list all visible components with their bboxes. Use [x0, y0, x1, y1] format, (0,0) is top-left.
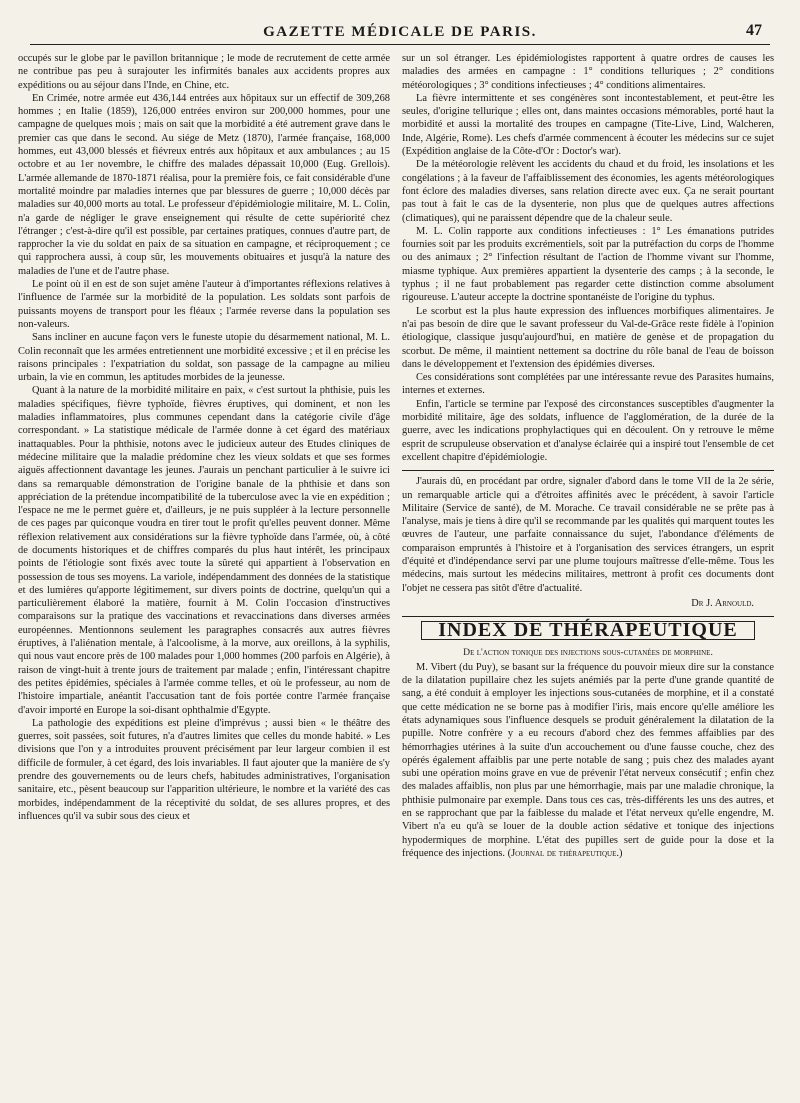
index-heading-box: [402, 621, 774, 640]
index-body: M. Vibert (du Puy), se basant sur la fréquence du pouvoir mieux dire sur la constance de la dilatation pupillaire chez les sujets anémiés par la perte d'une grande quantité de sang, a été conduit à employer les injections sous-cutanées de morphine, et il a constaté que cette médication ne se borne pas à modifier l'iris, mais encore qu'elle améliore les états adynamiques sous l'influence desquels se produit généralement la dilatation de la pupille. Notre confrère y a eu recours d'abord chez des femmes affaiblies par des hémorrhagies utérines à la suite d'un accouchement ou d'une fausse couche, chez des opérés également affaiblis par une perte notable de sang ; puis chez des malades ayant subi une opération moins grave en vue de prévenir l'état nerveux consécutif ; enfin chez des malades affaiblis, non plus par une hémorrhagie, mais par une maladie chronique, la phthisie pulmonaire par exemple. Dans tous ces cas, très-différents les uns des autres, et en se rapprochant que par la faiblesse du malade et l'état nerveux qu'elle engendre, M. Vibert n'a eu qu'à se louer de la double action sédative et tonique des injections hypodermiques de morphine. L'état des pupilles sert de guide pour la dose et la fréquence des injections.: [402, 661, 774, 859]
section-divider: [402, 470, 774, 471]
page-number: 47: [746, 22, 762, 39]
right-column: [402, 52, 774, 1092]
author-signature: Dr J. Arnould.: [691, 597, 754, 609]
index-subheading: De l'action tonique des injections sous-cutanées de morphine.: [463, 647, 713, 659]
paragraph: Le scorbut est la plus haute expression des influences morbifiques alimentaires. Je n'ai pas besoin de dire que le savant professeur du Val-de-Grâce reste fidèle à l'opinion étiologique, classique jusqu'aujourd'hui, en matière de genèse et de propagation du scorbut. De même, il maintient nettement sa doctrine du rôle banal de l'eau de boisson dans le développement et l'extension des épidémies diverses.: [402, 305, 774, 370]
paragraph: La fièvre intermittente et ses congénères sont incontestablement, et peut-être les seules, d'origine tellurique ; elles ont, dans maintes occasions mémorables, porté haut la morbidité et aussi la mortalité des troupes en campagne (Tite-Live, Lind, Walcheren, Inde, Algérie, Rome). Les chefs d'armée commencent à écouter les médecins sur ce sujet (Expédition anglaise de la Côte-d'Or : Doctor's war).: [402, 92, 774, 158]
paragraph: J'aurais dû, en procédant par ordre, signaler d'abord dans le tome VII de la 2e série, un remarquable article qui a d'étroites affinités avec le précédent, à savoir l'article Militaire (Service de santé), de M. Morache. Ce travail considérable ne se prête pas à l'analyse, mais je tiens à dire qu'il se recommande par les qualités qui marquent toutes les œuvres de l'auteur, une parfaite connaissance du sujet, l'abondance d'éléments de comparaison empruntés à l'histoire et à l'organisation des services étrangers, un esprit d'équité et d'indépendance servi par une plume toujours maîtresse d'elle-même. Tous les médecins, mais surtout les médecins militaires, mettront à profit ces documents dont l'objet ne cessera pas sitôt d'être d'actualité.: [402, 476, 774, 594]
paragraph: Ces considérations sont complétées par une intéressante revue des Parasites humains, internes et externes.: [402, 372, 774, 397]
index-source: (Journal de thérapeutique.): [507, 847, 623, 859]
page-header: [30, 22, 770, 45]
paragraph: De la météorologie relèvent les accidents du chaud et du froid, les insolations et les congélations ; à la faveur de l'affaiblissement des économies, les agents météorologiques font éclore des maladies diverses, sans relation directe avec eux. Ça ne serait pourtant pas tout à fait le cas de la dysenterie, non plus que de quelques autres affections (climatiques), qui ne paraissent dépendre que de la chaleur seule.: [402, 159, 774, 224]
paragraph: La pathologie des expéditions est pleine d'imprévus ; aussi bien « le théâtre des guerres, soit passées, soit futures, n'a d'autres limites que celles du monde habité. » Les divisions que l'on y a introduites prouvent précisément par leur largeur combien il est difficile de formuler, à cet égard, des lois invariables. Il faut ajouter que la manière de s'y prendre des gouvernements ou de leurs chefs, habitudes administratives, l'organisation sanitaire, etc., pèsent beaucoup sur l'apparition ultérieure, le nombre et la variété des cas morbides, indépendamment de la réceptivité du soldat, de ses allures propres, et des influences qu'il va subir sous des cieux et: [18, 717, 390, 822]
paragraph: Le point où il en est de son sujet amène l'auteur à d'importantes réflexions relatives à l'influence de l'armée sur la morbidité de la population. Les soldats sont parfois de puissants moyens de transport pour les fléaux ; l'armée reverse dans la population ses non-valeurs.: [18, 279, 390, 330]
paragraph: Enfin, l'article se termine par l'exposé des circonstances susceptibles d'augmenter la morbidité militaire, âge des soldats, influence de l'agglomération, de la durée de la guerre, avec les indications prophylactiques qui en découlent. On y retrouve le même esprit de scrupuleuse observation et d'analyse éclairée qui a inspiré tout l'ensemble de cet excellent chapitre d'épidémiologie.: [402, 398, 774, 463]
paragraph: Sans incliner en aucune façon vers le funeste utopie du désarmement national, M. L. Colin reconnaît que les armées entretiennent une morbidité excessive ; et il en précise les raisons principales : l'expatriation du soldat, son passage de la campagne au milieu urbain, la vie en commun, les aptitudes morbides de la jeunesse.: [18, 332, 390, 384]
paragraph: Quant à la nature de la morbidité militaire en paix, « c'est surtout la phthisie, puis les maladies spécifiques, fièvre typhoïde, fièvres éruptives, qui dominent, et non les maladies inflammatoires, plus communes cependant dans la catégorie civile d'âge correspondant. » La statistique médicale de l'armée donne à cet égard des matériaux inattaquables. Pour la phthisie, notons avec le judicieux auteur des Etudes cliniques de médecine militaire que la maladie prédomine chez les vieux soldats et que ses formes aiguës affectionnent davantage les jeunes. J'aurais un penchant particulier à le suivre ici dans sa remarquable démonstration de l'origine banale de la phthisie et dans son appréciation de la prétendue incompatibilité de la tuberculose avec la vie en expédition ; l'espace ne me le permet guère et, d'ailleurs, je ne puis suppléer à la lecture personnelle de ces pages par quiconque voudra en tirer tout le profit qu'elles peuvent donner. Même réflexion relativement aux considérations sur la fièvre typhoïde dans l'armée, où, à côté de documents historiques et de chiffres comparés du plus haut intérêt, les principaux points de l'étiologie sont fixés avec toute la sûreté qui appartient à l'observation en possession de tous ses moyens. La variole, indépendamment des données de la statistique et des lumières qu'apporte légitimement, sur divers points de doctrine, quelqu'un qui a particulièrement élaboré la matière, fournit à M. Colin l'occasion d'instructives comparaisons sur la pratique des vaccinations et revaccinations dans diverses armées européennes. Mentionnons seulement les paragraphes consacrés aux autres fièvres éruptives, à l'aliénation mentale, à l'alcoolisme, à la morve, aux oreillons, à la syphilis, qui nous vaut encore près de 100 malades pour 1,000 hommes (200 parfois en Algérie), à raison de vingt-huit à trente jours de traitement par malade ; enfin, l'intéressant chapitre des petites épidémies, spéciales à l'armée comme telles, et où le professeur, au nom de l'histoire impartiale, anéantit l'accusation tant de fois portée contre l'armée française d'avoir importé en Europe la soi-disant ophthalmie d'Egypte.: [18, 385, 390, 716]
paragraph: sur un sol étranger. Les épidémiologistes rapportent à quatre ordres de causes les maladies des armées en campagne : 1° conditions telluriques ; 2° conditions météorologiques ; 3° conditions infectieuses ; 4° conditions alimentaires.: [402, 53, 774, 91]
section-divider: [402, 616, 774, 617]
paragraph: occupés sur le globe par le pavillon britannique ; le mode de recrutement de cette armée ne contribue pas peu à surajouter les infirmités banales aux accidents propres aux expéditions ou au séjour dans l'Inde, en Chine, etc.: [18, 53, 390, 91]
index-title: INDEX DE THÉRAPEUTIQUE: [421, 621, 754, 640]
index-paragraph: [402, 661, 774, 860]
paragraph: M. L. Colin rapporte aux conditions infectieuses : 1° Les émanations putrides fournies soit par les produits excrémentiels, soit par la putréfaction du corps de l'homme ou des animaux ; 2° l'infection résultant de l'action de l'homme vivant sur l'homme, miasme typhique. Aux premières appartient la dysenterie des camps ; à la seconde, le typhus ; il ne faut probablement pas regarder cette distinction comme absolument rigoureuse. L'auteur accepte la doctrine spontanéiste de l'origine du typhus.: [402, 225, 774, 304]
left-column: [18, 52, 390, 1092]
journal-title: GAZETTE MÉDICALE DE PARIS.: [263, 24, 537, 40]
paragraph: En Crimée, notre armée eut 436,144 entrées aux hôpitaux sur un effectif de 309,268 hommes ; en Italie (1859), 126,000 entrées environ sur 200,000 hommes, pour une campagne de quelques mois ; mais on sait que la morbidité a été autrement grave dans le premier cas que dans le second. Au siége de Metz (1870), l'armée française, 168,000 hommes, eut 43,000 blessés et fiévreux entrés aux hôpitaux et aux ambulances ; au 15 octobre et au 1er novembre, le chiffre des malades dépassait 10,000 (Eug. Grellois). L'armée allemande de 1870-1871 réalisa, pour la première fois, ce fait considérable d'une mortalité moindre par maladies internes que par blessures de guerre ; 10,000 décès par maladies sur 40,000 morts au total. Le professeur d'épidémiologie militaire, M. L. Colin, n'a garde de négliger le grave enseignement qui résulte de cette supériorité chez l'étranger ; c'est-à-dire qu'il est possible, par certaines pratiques, connues d'autre part, de rapprocher la vie du soldat en paix de sa situation en campagne, et réciproquement ; ce qui rapprochera aussi, à coup sûr, les mouvements obituaires et jusqu'à la nature des maladies de l'une et de l'autre phase.: [18, 92, 390, 277]
